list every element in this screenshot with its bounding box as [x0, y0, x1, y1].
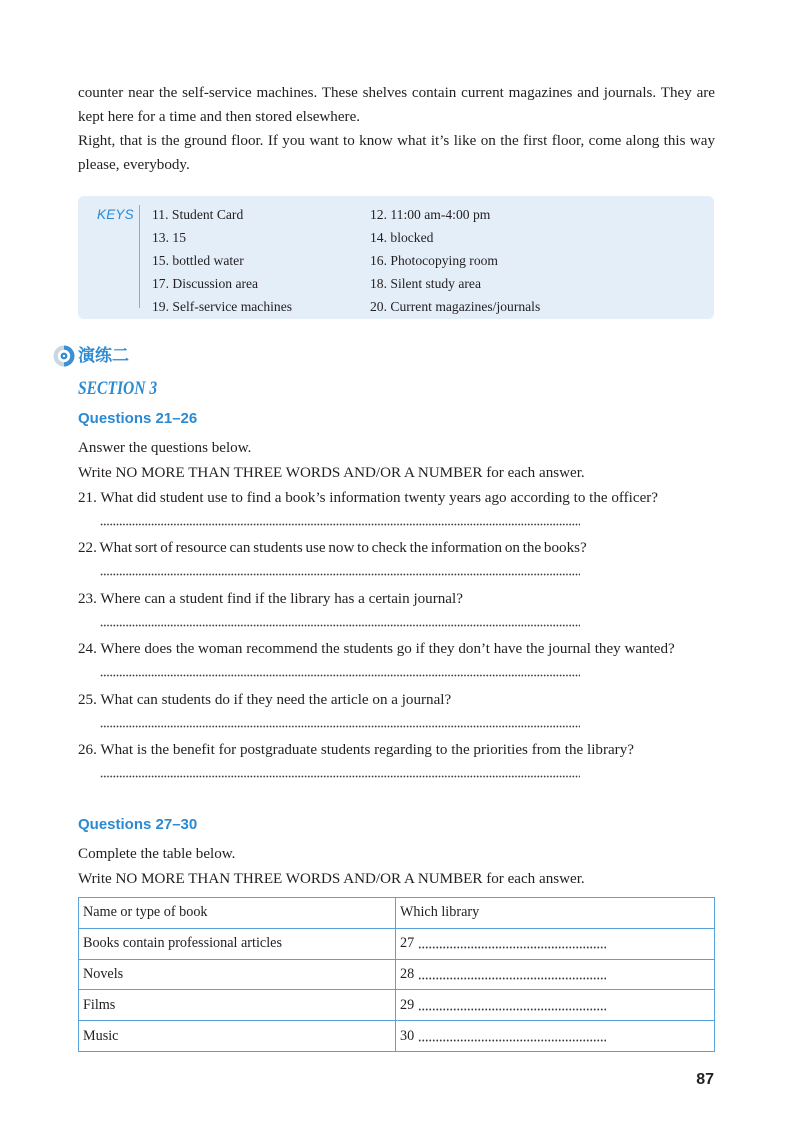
blank-number: 28 [400, 965, 415, 982]
question-text: Where can a student find if the library has a certain journal? [100, 590, 463, 607]
keys-divider [139, 205, 140, 308]
answer-blank [418, 1008, 606, 1011]
question-line [78, 738, 718, 762]
blank-number: 29 [400, 996, 415, 1013]
answer-blank [418, 946, 606, 949]
question-item [78, 738, 718, 788]
library-cell [396, 960, 715, 990]
section-title: SECTION 3 [78, 378, 158, 399]
question-item [78, 688, 718, 738]
question-item [78, 486, 718, 536]
table-row [79, 1021, 715, 1052]
question-number: 21. [78, 490, 97, 506]
library-table [78, 897, 715, 1052]
answer-blank [100, 775, 580, 778]
library-cell [396, 990, 715, 1020]
question-text: What did student use to find a book’s information twenty years ago according to the officer? [100, 490, 659, 506]
instruction-line: Write NO MORE THAN THREE WORDS AND/OR A NUMBER for each answer. [78, 871, 585, 887]
exercise-heading [53, 344, 129, 368]
key-item: 11. Student Card [152, 207, 244, 222]
key-item: 18. Silent study area [370, 276, 481, 291]
question-number: 26. [78, 741, 97, 758]
answer-blank [100, 573, 580, 576]
book-cell: Novels [79, 960, 396, 990]
answer-blank [418, 977, 606, 980]
page-number: 87 [696, 1071, 714, 1088]
question-line [78, 587, 718, 611]
book-cell: Books contain professional articles [79, 929, 396, 959]
question-line [78, 486, 718, 510]
question-text: What is the benefit for postgraduate students regarding to the priorities from the library? [100, 741, 634, 758]
question-item [78, 637, 718, 687]
passage-paragraph: Right, that is the ground floor. If you want to know what it’s like on the first floor, come along this way please, everybody. [78, 133, 715, 173]
question-item [78, 587, 718, 637]
table-header-cell: Name or type of book [79, 898, 396, 928]
answer-keys-box [78, 196, 714, 319]
question-number: 25. [78, 691, 97, 708]
answer-blank [100, 523, 580, 526]
library-cell [396, 929, 715, 959]
keys-list [152, 203, 620, 318]
table-row [79, 929, 715, 960]
book-cell: Films [79, 990, 396, 1020]
answer-blank [100, 725, 580, 728]
table-header-cell: Which library [396, 898, 715, 928]
instruction-line: Write NO MORE THAN THREE WORDS AND/OR A NUMBER for each answer. [78, 465, 585, 481]
passage [78, 81, 715, 177]
passage-paragraph: counter near the self-service machines. These shelves contain current magazines and journals. They are kept here for a time and then stored elsewhere. [78, 85, 715, 125]
questions-27-30-heading: Questions 27–30 [78, 816, 198, 833]
key-item: 12. 11:00 am-4:00 pm [370, 207, 491, 222]
instructions-part1 [78, 436, 585, 486]
blank-number: 27 [400, 935, 415, 952]
library-cell [396, 1021, 715, 1051]
question-line [78, 688, 718, 712]
disc-icon [53, 345, 75, 367]
key-item: 17. Discussion area [152, 276, 259, 291]
answer-blank [418, 1039, 606, 1042]
key-item: 16. Photocopying room [370, 253, 499, 268]
key-item: 13. 15 [152, 230, 186, 245]
answer-blank [100, 674, 580, 677]
key-item: 20. Current magazines/journals [370, 299, 541, 314]
question-number: 24. [78, 641, 97, 658]
question-item [78, 536, 718, 586]
question-text: What sort of resource can students use now to check the information on the books? [99, 540, 587, 557]
question-list [78, 486, 718, 788]
keys-label: KEYS [97, 207, 134, 222]
questions-21-26-heading: Questions 21–26 [78, 410, 198, 427]
instruction-line: Complete the table below. [78, 846, 236, 862]
key-item: 15. bottled water [152, 253, 244, 268]
book-cell: Music [79, 1021, 396, 1051]
exercise-title: 演练二 [78, 346, 129, 366]
question-number: 22. [78, 540, 97, 557]
question-text: What can students do if they need the article on a journal? [100, 691, 452, 708]
blank-number: 30 [400, 1027, 415, 1044]
question-number: 23. [78, 590, 97, 607]
table-header-row [79, 898, 715, 929]
table-row [79, 960, 715, 991]
answer-blank [100, 624, 580, 627]
instructions-part2 [78, 842, 585, 892]
instruction-line: Answer the questions below. [78, 440, 252, 456]
question-text: Where does the woman recommend the students go if they don’t have the journal they wanted? [100, 641, 675, 658]
key-item: 14. blocked [370, 230, 434, 245]
question-line [78, 637, 718, 661]
question-line [78, 536, 718, 560]
table-row [79, 990, 715, 1021]
key-item: 19. Self-service machines [152, 299, 293, 314]
